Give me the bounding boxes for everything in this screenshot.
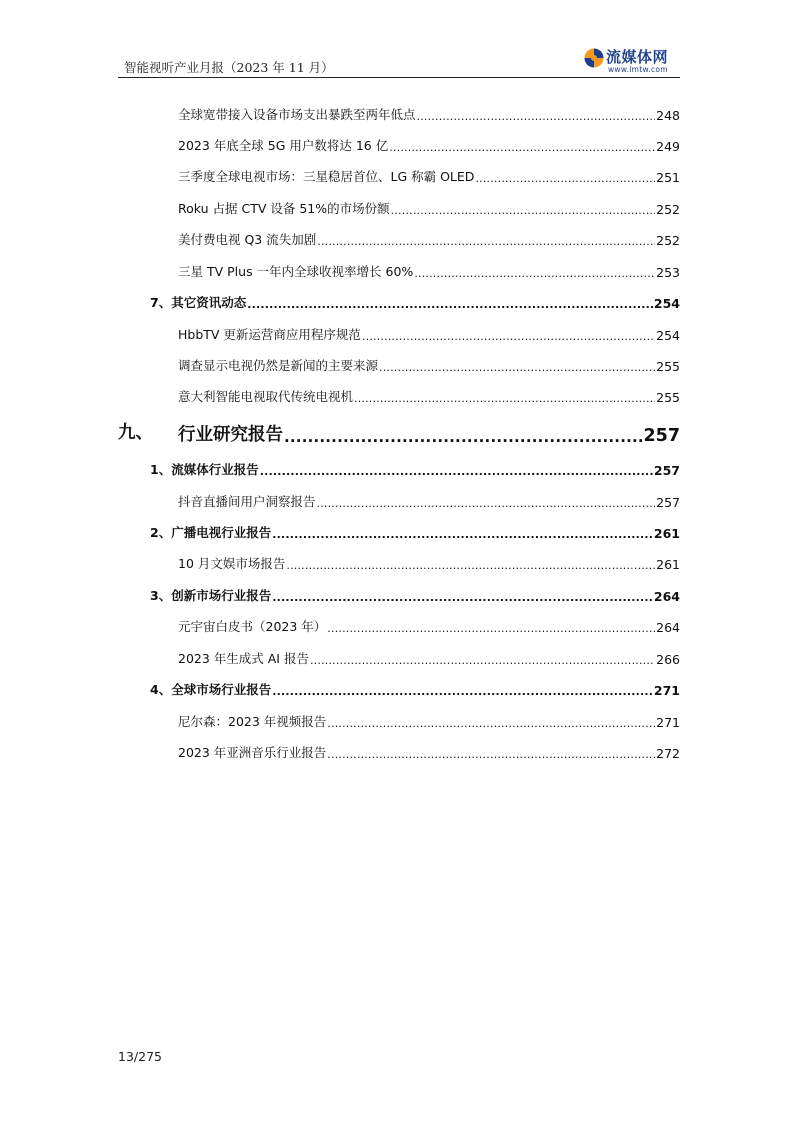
toc-entry-title: 7、其它资讯动态	[150, 295, 247, 310]
toc-entry-title: 2023 年亚洲音乐行业报告	[178, 745, 327, 760]
toc-entry[interactable]	[0, 708, 800, 730]
toc-entry-title: 10 月文娱市场报告	[178, 556, 286, 571]
toc-entry[interactable]	[0, 101, 800, 123]
toc-entry[interactable]	[0, 195, 800, 217]
toc-leader-dots	[379, 361, 655, 374]
toc-leader-dots	[317, 235, 655, 248]
toc-leader-dots	[327, 748, 655, 761]
toc-entry-page: 248	[656, 108, 680, 123]
toc-entry-page: 255	[656, 390, 680, 405]
logo-icon	[584, 48, 604, 68]
toc-leader-dots	[354, 392, 655, 405]
header-divider	[118, 77, 680, 78]
toc-section-entry[interactable]	[0, 519, 800, 541]
toc-leader-dots	[327, 717, 655, 730]
toc-section-entry[interactable]	[0, 456, 800, 478]
page-number: 13/275	[118, 1049, 162, 1064]
toc-entry-title: 2023 年底全球 5G 用户数将达 16 亿	[178, 138, 389, 153]
toc-entry-page: 271	[653, 683, 680, 698]
toc-chapter-number: 九、	[118, 423, 153, 443]
toc-entry-page: 255	[656, 359, 680, 374]
toc-entry[interactable]	[0, 645, 800, 667]
toc-leader-dots	[272, 591, 653, 604]
toc-entry-page: 271	[656, 715, 680, 730]
toc-leader-dots	[284, 428, 642, 446]
toc-entry-title: 调查显示电视仍然是新闻的主要来源	[178, 358, 379, 373]
toc-leader-dots	[272, 685, 653, 698]
toc-entry[interactable]	[0, 613, 800, 635]
toc-entry-page: 251	[656, 170, 680, 185]
toc-entry-page: 257	[656, 495, 680, 510]
toc-entry-title: 全球宽带接入设备市场支出暴跌至两年低点	[178, 107, 416, 122]
toc-entry-page: 264	[656, 620, 680, 635]
toc-entry[interactable]	[0, 739, 800, 761]
toc-entry-page: 252	[656, 202, 680, 217]
toc-entry[interactable]	[0, 163, 800, 185]
toc-leader-dots	[272, 528, 653, 541]
toc-entry-title: 元宇宙白皮书（2023 年）	[178, 619, 327, 634]
toc-leader-dots	[260, 465, 653, 478]
toc-leader-dots	[247, 298, 653, 311]
toc-entry-title: 美付费电视 Q3 流失加剧	[178, 232, 317, 247]
toc-entry[interactable]	[0, 488, 800, 510]
toc-entry-page: 272	[656, 746, 680, 761]
toc-entry-title: HbbTV 更新运营商应用程序规范	[178, 327, 361, 342]
logo-url: www.lmtw.com	[608, 65, 668, 74]
toc-entry-title: Roku 占据 CTV 设备 51%的市场份额	[178, 201, 390, 216]
toc-entry-page: 264	[653, 589, 680, 604]
toc-entry[interactable]	[0, 550, 800, 572]
toc-entry-title: 3、创新市场行业报告	[150, 588, 272, 603]
toc-leader-dots	[391, 204, 656, 217]
toc-entry-page: 261	[656, 557, 680, 572]
toc-entry-page: 252	[656, 233, 680, 248]
header-title: 智能视听产业月报（2023 年 11 月）	[124, 60, 334, 75]
toc-leader-dots	[362, 330, 655, 343]
toc-chapter-entry[interactable]	[0, 418, 800, 446]
toc-entry[interactable]	[0, 226, 800, 248]
toc-section-entry[interactable]	[0, 289, 800, 311]
toc-entry-title: 2、广播电视行业报告	[150, 525, 272, 540]
toc-leader-dots	[389, 141, 655, 154]
toc-entry-page: 257	[643, 426, 680, 446]
toc-section-entry[interactable]	[0, 582, 800, 604]
logo-name: 流媒体网	[606, 48, 669, 66]
toc-leader-dots	[310, 654, 655, 667]
toc-entry-page: 261	[653, 526, 680, 541]
toc-section-entry[interactable]	[0, 676, 800, 698]
page-header	[118, 48, 680, 78]
toc-entry-title: 三季度全球电视市场：三星稳居首位、LG 称霸 OLED	[178, 169, 475, 184]
toc-leader-dots	[286, 559, 655, 572]
toc-entry-title: 4、全球市场行业报告	[150, 682, 272, 697]
toc-entry-page: 254	[656, 328, 680, 343]
toc-entry-page: 266	[656, 652, 680, 667]
toc-entry-title: 1、流媒体行业报告	[150, 462, 259, 477]
toc-entry[interactable]	[0, 321, 800, 343]
toc-entry-title: 行业研究报告	[178, 425, 283, 445]
toc-entry-title: 意大利智能电视取代传统电视机	[178, 389, 354, 404]
toc-entry-page: 249	[656, 139, 680, 154]
toc-entry[interactable]	[0, 352, 800, 374]
toc-leader-dots	[414, 267, 655, 280]
toc-leader-dots	[417, 110, 656, 123]
toc-leader-dots	[327, 622, 655, 635]
toc-leader-dots	[475, 172, 655, 185]
toc-entry-title: 尼尔森：2023 年视频报告	[178, 714, 327, 729]
toc-entry[interactable]	[0, 258, 800, 280]
toc-entry-page: 257	[653, 463, 680, 478]
toc-leader-dots	[317, 497, 656, 510]
toc-entry-page: 253	[656, 265, 680, 280]
toc-entry-page: 254	[653, 296, 680, 311]
toc-entry[interactable]	[0, 383, 800, 405]
toc-entry[interactable]	[0, 132, 800, 154]
toc-entry-title: 三星 TV Plus 一年内全球收视率增长 60%	[178, 264, 414, 279]
logo	[582, 46, 680, 76]
toc-entry-title: 抖音直播间用户洞察报告	[178, 494, 316, 509]
toc-entry-title: 2023 年生成式 AI 报告	[178, 651, 309, 666]
